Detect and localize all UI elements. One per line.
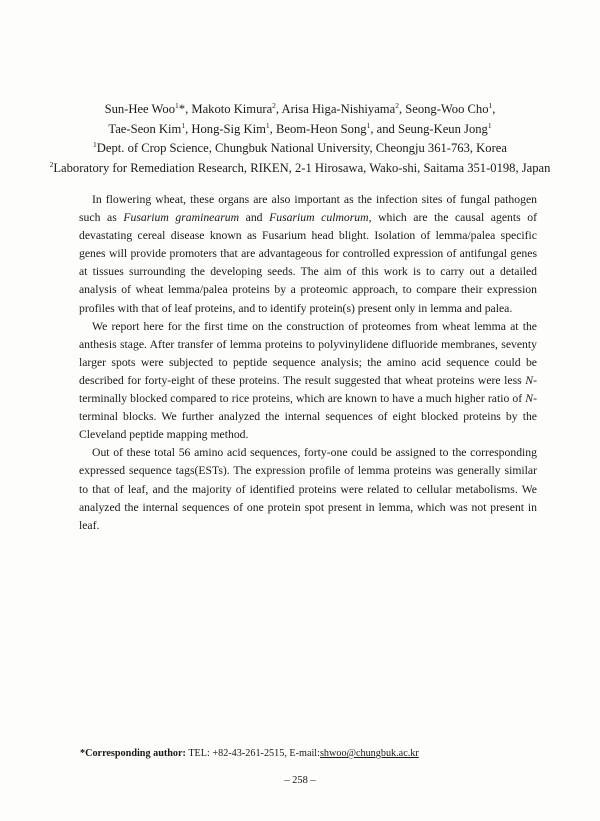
abstract-body <box>79 191 537 535</box>
text-run: We report here for the first time on the construction of proteomes from wheat lemma at the anthesis stage. After transfer of lemma proteins to polyvinylidene difluoride membranes, seventy larger spots were subjected to peptide sequence analysis; the amino acid sequence could be described for forty-eight of these proteins. The result suggested that wheat proteins were less <box>79 319 537 387</box>
author-line-2 <box>40 120 560 140</box>
affiliation-text: Dept. of Crop Science, Chungbuk National University, Cheongju 361-763, Korea <box>96 141 507 155</box>
author-name: Tae-Seon Kim <box>108 121 182 136</box>
author-name: , Arisa Higa-Nishiyama <box>275 102 396 116</box>
text-run: and <box>239 211 270 225</box>
contact-text: TEL: +82-43-261-2515, E-mail: <box>185 748 320 759</box>
author-name: , Beom-Heon Song <box>269 121 367 136</box>
author-block <box>40 100 560 178</box>
affiliation-text: Laboratory for Remediation Research, RIKEN, 2-1 Hirosawa, Wako-shi, Saitama 351-0198, Japan <box>53 160 551 175</box>
italic-term: N <box>525 373 534 387</box>
author-name: Makoto Kimura <box>191 102 273 116</box>
author-name: Sun-Hee Woo <box>104 102 176 116</box>
affiliation-marker: 1 <box>488 101 493 110</box>
affiliation-number: 1 <box>93 140 97 149</box>
abstract-paragraph-2 <box>79 318 537 445</box>
corresponding-mark: *, <box>178 102 192 116</box>
corresponding-author-note <box>80 748 419 759</box>
author-name: , and Seung-Keun Jong <box>370 121 488 136</box>
affiliation-marker: 1 <box>366 120 371 130</box>
text-run: -terminally blocked compared to rice proteins, which are known to have a much higher ratio of <box>79 373 537 406</box>
separator: , <box>492 102 496 116</box>
affiliation-marker: 2 <box>272 101 276 110</box>
affiliation-marker: 1 <box>487 120 492 130</box>
affiliation-number: 2 <box>49 159 54 169</box>
affiliation-2 <box>40 159 560 179</box>
text-run: In flowering wheat, these organs are also important as the infection sites of fungal pathogen such as <box>79 193 537 225</box>
page-number: – 258 – <box>284 775 316 786</box>
author-line-1 <box>40 100 560 120</box>
species-name: Fusarium graminearum <box>123 211 240 225</box>
italic-term: N <box>525 392 534 406</box>
affiliation-1 <box>40 139 560 159</box>
affiliation-marker: 1 <box>175 101 179 110</box>
text-run: , which are the causal agents of devastating cereal disease known as Fusarium head blight. Isolation of lemma/palea specific genes will provide promoters that are advantageous for controlled expression of antifungal genes at tissues surrounding the developing seeds. The aim of this work is to carry out a detailed analysis of wheat lemma/palea proteins by a proteomic approach, to compare their expression profiles with that of leaf proteins, and to identify protein(s) present only in lemma and palea. <box>79 211 537 315</box>
abstract-paragraph-1 <box>79 191 537 318</box>
species-name: Fusarium culmorum <box>269 211 369 225</box>
affiliation-marker: 2 <box>395 101 399 110</box>
text-run: -terminal blocks. We further analyzed the internal sequences of eight blocked proteins by the Cleveland peptide mapping method. <box>79 392 537 442</box>
affiliation-marker: 1 <box>181 120 186 130</box>
affiliation-marker: 1 <box>265 120 270 130</box>
author-name: , Hong-Sig Kim <box>185 121 266 136</box>
author-name: , Seong-Woo Cho <box>398 102 489 116</box>
abstract-paragraph-3: Out of these total 56 amino acid sequences, forty-one could be assigned to the corresponding expressed sequence tags(ESTs). The expression profile of lemma proteins was generally similar to that of leaf, and the majority of identified proteins were related to cellular metabolisms. We analyzed the internal sequences of one protein spot present in lemma, which was not present in leaf. <box>79 446 537 532</box>
email-link[interactable]: shwoo@chungbuk.ac.kr <box>319 748 419 759</box>
corresponding-label: *Corresponding author: <box>80 748 186 759</box>
